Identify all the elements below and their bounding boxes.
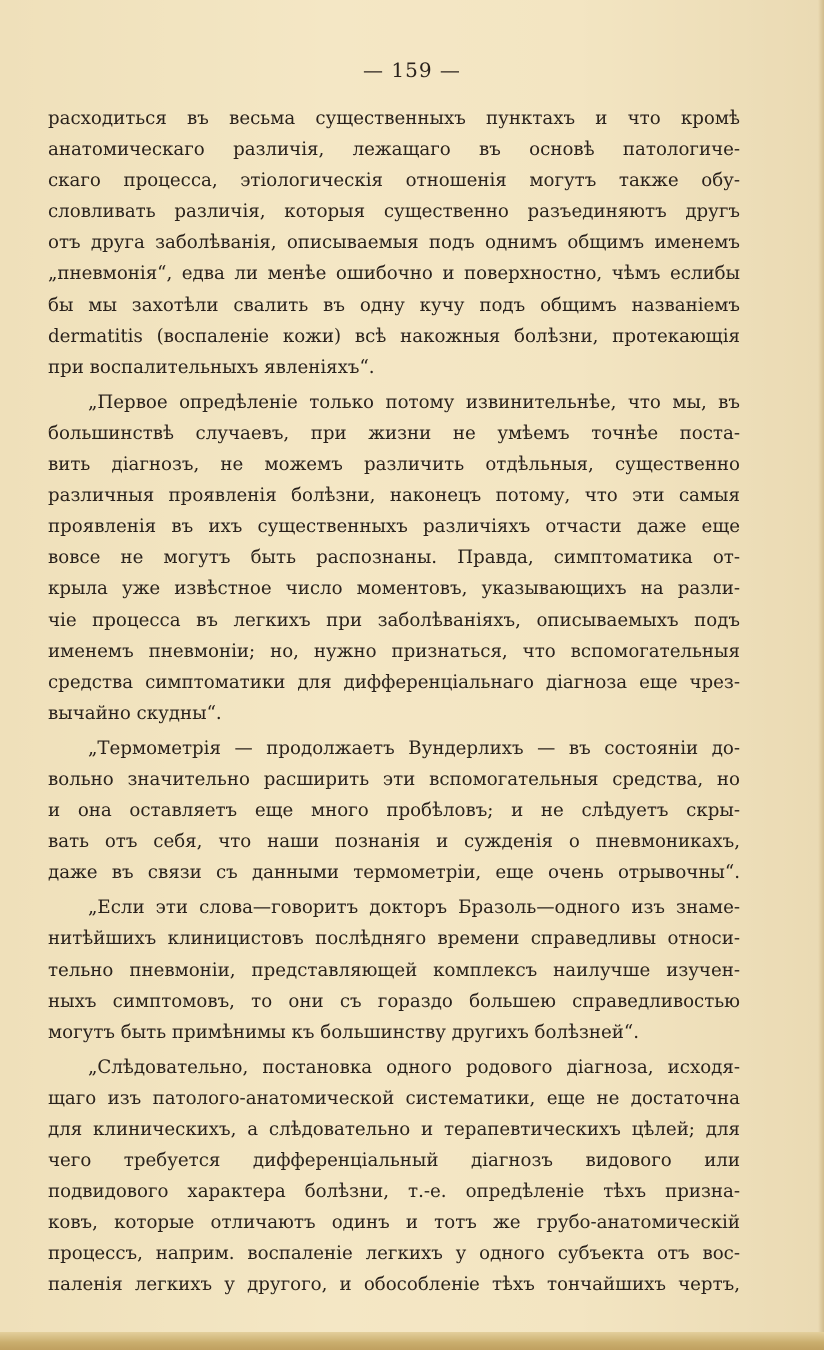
text-line: словливать различія, которыя существенно разъединяютъ другъ <box>48 201 740 223</box>
text-line: „Если эти слова—говоритъ докторъ Бразоль—одного изъ знаме- <box>88 897 740 919</box>
text-line: различныя проявленія болѣзни, наконецъ потому, что эти самыя <box>48 485 740 507</box>
text-line: ныхъ симптомовъ, то они съ гораздо большею справедливостью <box>48 990 740 1012</box>
text-line: нитѣйшихъ клиницистовъ послѣдняго времени справедливы относи- <box>48 928 740 950</box>
text-line: средства симптоматики для дифференціальнаго діагноза еще чрез- <box>48 671 740 693</box>
text-line: подвидового характера болѣзни, т.-е. опредѣленіе тѣхъ призна- <box>48 1181 740 1203</box>
text-line: скаго процесса, этіологическія отношенія могутъ также обу- <box>48 170 740 192</box>
text-line: паленія легкихъ у другого, и обособленіе тѣхъ тончайшихъ чертъ, <box>48 1274 740 1296</box>
page-edge-shadow <box>818 0 824 1350</box>
text-line: при воспалительныхъ явленіяхъ“. <box>48 356 375 378</box>
text-line: вать отъ себя, что наши познанія и сужденія о пневмоникахъ, <box>48 831 740 853</box>
text-line: даже въ связи съ данными термометріи, еще очень отрывочны“. <box>48 862 740 884</box>
text-line: вольно значительно расширить эти вспомогательныя средства, но <box>48 768 740 790</box>
page-number: — 159 — <box>363 58 461 82</box>
text-line: вить діагнозъ, не можемъ различить отдѣльныя, существенно <box>48 454 740 476</box>
text-line: именемъ пневмоніи; но, нужно признаться, что вспомогательныя <box>48 640 740 662</box>
text-line: для клиническихъ, а слѣдовательно и терапевтическихъ цѣлей; для <box>48 1119 740 1140</box>
text-line: „Термометрія — продолжаетъ Вундерлихъ — въ состояніи до- <box>88 737 740 759</box>
text-line: щаго изъ патолого-анатомической систематики, еще не достаточна <box>48 1087 740 1109</box>
page-bottom-edge <box>0 1332 824 1350</box>
body-text <box>48 103 740 1301</box>
text-line: проявленія въ ихъ существенныхъ различіяхъ отчасти даже еще <box>48 516 740 538</box>
text-line: „Первое опредѣленіе только потому извинительнѣе, что мы, въ <box>88 391 740 413</box>
text-line: крыла уже извѣстное число моментовъ, указывающихъ на разли- <box>48 578 740 600</box>
text-line: могутъ быть примѣнимы къ большинству другихъ болѣзней“. <box>48 1021 639 1043</box>
text-line: и она оставляетъ еще много пробѣловъ; и не слѣдуетъ скры- <box>48 800 740 822</box>
text-line: „пневмонія“, едва ли менѣе ошибочно и поверхностно, чѣмъ еслибы <box>48 263 740 285</box>
text-line: ковъ, которые отличаютъ одинъ и тотъ же грубо-анатомическій <box>48 1212 740 1234</box>
text-line: вовсе не могутъ быть распознаны. Правда, симптоматика от- <box>48 547 740 569</box>
text-line: dermatitis (воспаленіе кожи) всѣ накожныя болѣзни, протекающія <box>48 325 740 347</box>
text-line: чіе процесса въ легкихъ при заболѣваніяхъ, описываемыхъ подъ <box>48 609 740 631</box>
text-line: бы мы захотѣли свалить въ одну кучу подъ общимъ названіемъ <box>48 294 740 316</box>
text-line: расходиться въ весьма существенныхъ пунктахъ и что кромѣ <box>48 108 740 129</box>
text-line: тельно пневмоніи, представляющей комплексъ наилучше изучен- <box>48 959 740 981</box>
text-line: большинствѣ случаевъ, при жизни не умѣемъ точнѣе поста- <box>48 422 740 444</box>
text-line: вычайно скудны“. <box>48 702 222 724</box>
text-line: „Слѣдовательно, постановка одного родового діагноза, исходя- <box>88 1056 740 1078</box>
text-line: чего требуется дифференціальный діагнозъ видового или <box>48 1150 740 1172</box>
text-line: процессъ, наприм. воспаленіе легкихъ у одного субъекта отъ вос- <box>48 1243 740 1265</box>
text-line: отъ друга заболѣванія, описываемыя подъ однимъ общимъ именемъ <box>48 232 740 254</box>
text-line: анатомическаго различія, лежащаго въ основѣ патологиче- <box>48 139 740 161</box>
